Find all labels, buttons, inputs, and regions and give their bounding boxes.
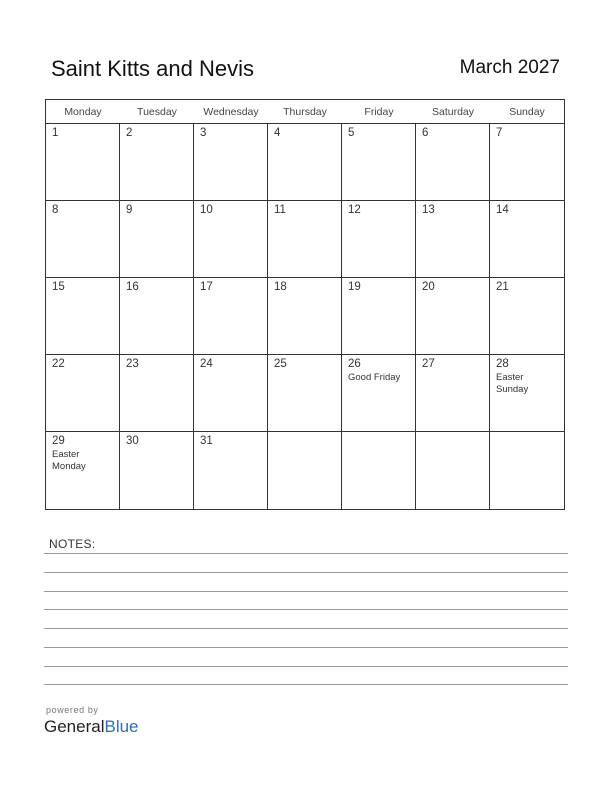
day-cell (120, 432, 194, 509)
day-number: 28 (496, 358, 509, 370)
country-title: Saint Kitts and Nevis (51, 56, 254, 81)
month-title: March 2027 (459, 57, 560, 78)
day-cell (46, 355, 120, 432)
day-cell (120, 355, 194, 432)
day-number: 23 (126, 358, 139, 370)
day-cell (342, 355, 416, 432)
powered-by-text: powered by (46, 705, 99, 715)
day-cell (194, 432, 268, 509)
day-number: 24 (200, 358, 213, 370)
day-number: 4 (274, 127, 281, 139)
day-number: 26 (348, 358, 361, 370)
day-cell (268, 124, 342, 201)
day-number: 3 (200, 127, 207, 139)
day-cell (268, 355, 342, 432)
day-cell (120, 278, 194, 355)
day-cell (46, 432, 120, 509)
day-cell (416, 355, 490, 432)
note-line (44, 572, 568, 573)
day-cell (268, 278, 342, 355)
day-number: 11 (274, 204, 286, 216)
weekday-header: Sunday (490, 100, 564, 124)
note-line (44, 684, 568, 685)
day-number: 10 (200, 204, 213, 216)
day-number: 12 (348, 204, 361, 216)
day-cell (490, 278, 564, 355)
day-number: 25 (274, 358, 287, 370)
day-cell (194, 201, 268, 278)
note-line (44, 647, 568, 648)
day-number: 20 (422, 281, 435, 293)
day-cell (490, 355, 564, 432)
day-number: 14 (496, 204, 509, 216)
day-number: 27 (422, 358, 435, 370)
weekday-header: Saturday (416, 100, 490, 124)
brand-part2: Blue (104, 717, 139, 736)
note-line (44, 609, 568, 610)
day-number: 22 (52, 358, 65, 370)
day-cell (490, 201, 564, 278)
day-cell (416, 124, 490, 201)
day-number: 9 (126, 204, 133, 216)
day-number: 15 (52, 281, 65, 293)
day-number: 19 (348, 281, 361, 293)
day-cell (490, 432, 564, 509)
day-cell (46, 278, 120, 355)
calendar-grid (45, 99, 565, 510)
day-cell (120, 201, 194, 278)
day-cell (46, 124, 120, 201)
day-number: 29 (52, 435, 65, 447)
day-number: 7 (496, 127, 503, 139)
day-number: 5 (348, 127, 355, 139)
day-number: 30 (126, 435, 139, 447)
day-cell (268, 432, 342, 509)
day-number: 1 (52, 127, 59, 139)
day-cell (194, 124, 268, 201)
day-cell (342, 124, 416, 201)
day-cell (342, 201, 416, 278)
day-cell (416, 201, 490, 278)
day-cell (490, 124, 564, 201)
weekday-header: Friday (342, 100, 416, 124)
day-number: 31 (200, 435, 213, 447)
note-line (44, 553, 568, 554)
weekday-header: Tuesday (120, 100, 194, 124)
weekday-header: Wednesday (194, 100, 268, 124)
note-line (44, 591, 568, 592)
generalblue-logo (44, 717, 139, 737)
day-number: 16 (126, 281, 139, 293)
day-number: 2 (126, 127, 133, 139)
note-line (44, 628, 568, 629)
day-number: 18 (274, 281, 287, 293)
day-cell (416, 278, 490, 355)
holiday-label: Easter Monday (52, 449, 86, 472)
day-number: 13 (422, 204, 435, 216)
day-cell (46, 201, 120, 278)
weekday-header: Monday (46, 100, 120, 124)
day-number: 17 (200, 281, 213, 293)
note-line (44, 666, 568, 667)
weekday-header: Thursday (268, 100, 342, 124)
notes-label: NOTES: (49, 537, 96, 551)
day-number: 21 (496, 281, 509, 293)
day-cell (194, 278, 268, 355)
holiday-label: Easter Sunday (496, 372, 529, 395)
day-cell (268, 201, 342, 278)
brand-part1: General (44, 717, 105, 736)
day-cell (342, 432, 416, 509)
day-cell (194, 355, 268, 432)
day-cell (342, 278, 416, 355)
day-number: 6 (422, 127, 429, 139)
holiday-label: Good Friday (348, 372, 401, 383)
day-number: 8 (52, 204, 59, 216)
day-cell (416, 432, 490, 509)
day-cell (120, 124, 194, 201)
